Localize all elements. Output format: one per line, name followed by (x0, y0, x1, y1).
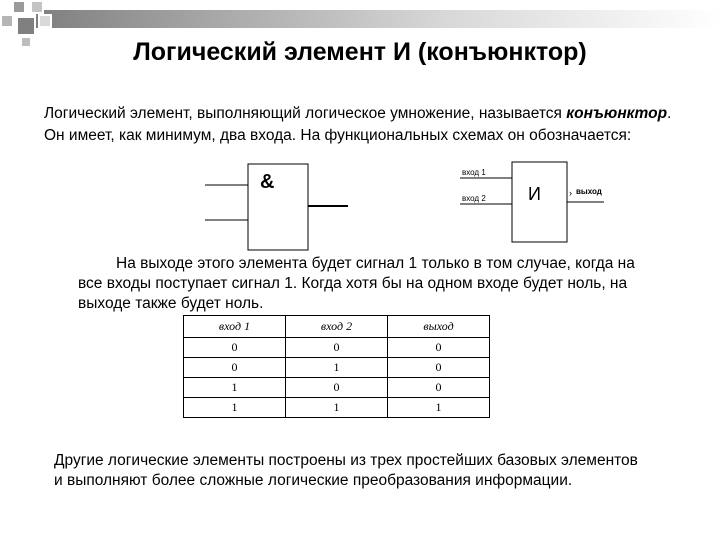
description-line-1: На выходе этого элемента будет сигнал 1 только в том случае, когда на (116, 255, 635, 272)
table-cell: 0 (184, 358, 286, 378)
header-gradient-band (36, 10, 720, 28)
table-cell: 1 (388, 398, 490, 418)
table-cell: 0 (286, 378, 388, 398)
table-header: выход (388, 316, 490, 338)
deco-square (0, 14, 14, 28)
description-line-2: все входы поступает сигнал 1. Когда хотя бы на одном входе будет ноль, на (78, 275, 628, 292)
outro-line-1: Другие логические элементы построены из трех простейших базовых элементов (54, 452, 638, 469)
deco-square (38, 14, 52, 28)
gate-output-label: выход (576, 187, 602, 196)
description-line-3: выходе также будет ноль. (78, 295, 264, 312)
gate-body (248, 164, 308, 250)
intro-term: конъюнктор (566, 105, 668, 122)
deco-square (12, 0, 26, 14)
deco-square (30, 0, 44, 14)
gate-input-label-1: вход 1 (462, 168, 486, 177)
deco-square (16, 16, 36, 36)
intro-text: Логический элемент, выполняющий логическое умножение, называется (44, 105, 567, 122)
and-gate-diagram-left (200, 160, 360, 252)
table-cell: 0 (388, 378, 490, 398)
table-header: вход 1 (184, 316, 286, 338)
gate-output-mark: › (569, 188, 572, 198)
table-row (184, 358, 490, 378)
gate-symbol: И (528, 184, 541, 204)
intro-period: . (667, 105, 672, 122)
table-cell: 0 (184, 338, 286, 358)
intro-paragraph (44, 103, 671, 147)
gate-symbol: & (260, 171, 275, 193)
and-gate-diagram-right (456, 160, 616, 244)
outro-paragraph (54, 451, 638, 491)
table-cell: 1 (286, 398, 388, 418)
table-row (184, 338, 490, 358)
table-header-row (184, 316, 490, 338)
table-cell: 0 (286, 338, 388, 358)
gate-input-label-2: вход 2 (462, 194, 486, 203)
table-row (184, 398, 490, 418)
slide-decoration (0, 0, 720, 40)
outro-line-2: и выполняют более сложные логические преобразования информации. (54, 472, 573, 489)
table-row (184, 378, 490, 398)
description-paragraph (78, 254, 678, 314)
table-cell: 1 (286, 358, 388, 378)
table-cell: 0 (388, 358, 490, 378)
table-cell: 0 (388, 338, 490, 358)
intro-line-2: Он имеет, как минимум, два входа. На функциональных схемах он обозначается: (44, 127, 632, 144)
table-cell: 1 (184, 378, 286, 398)
intro-line-1 (44, 103, 671, 125)
truth-table (183, 315, 490, 418)
page-title: Логический элемент И (конъюнктор) (133, 38, 587, 66)
table-cell: 1 (184, 398, 286, 418)
table-header: вход 2 (286, 316, 388, 338)
